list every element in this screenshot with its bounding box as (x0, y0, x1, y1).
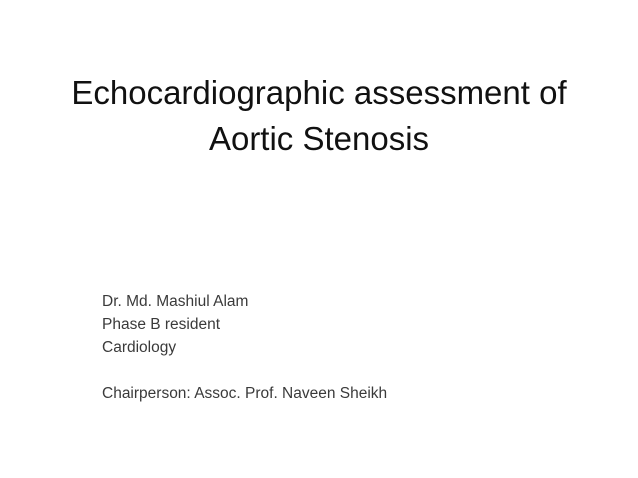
chairperson: Chairperson: Assoc. Prof. Naveen Sheikh (102, 385, 388, 402)
slide-title (30, 70, 608, 162)
slide-title-line-2: Aortic Stenosis (208, 120, 430, 157)
presenter-department: Cardiology (102, 339, 177, 356)
presenter-name: Dr. Md. Mashiul Alam (102, 293, 249, 310)
slide-title-line-1: Echocardiographic assessment of (71, 74, 567, 111)
presenter-position: Phase B resident (102, 316, 221, 333)
spacer (102, 359, 602, 382)
presenter-info (102, 290, 602, 405)
